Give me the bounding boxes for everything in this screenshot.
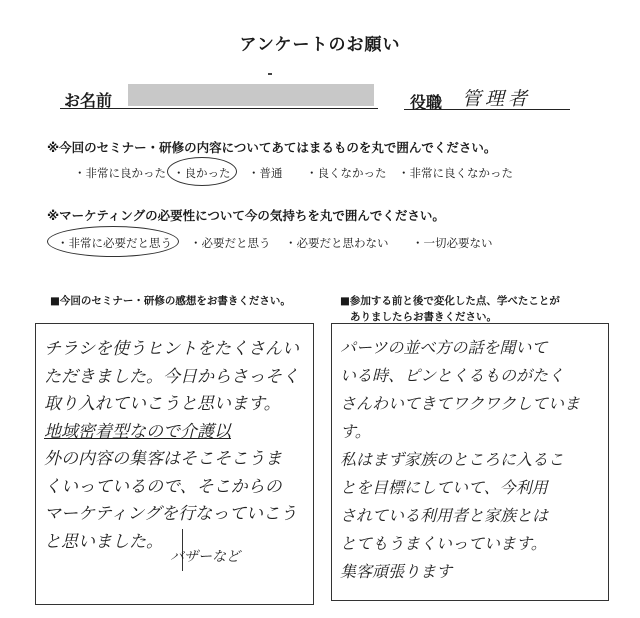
impressions-line: 取り入れていこうと思います。 bbox=[44, 394, 281, 414]
q2-option-never-necessary: ・一切必要ない bbox=[412, 236, 493, 250]
pen-mark bbox=[268, 73, 272, 75]
impressions-annotation: バザーなど bbox=[170, 549, 240, 565]
impressions-line: マーケティングを行なっていこう bbox=[44, 504, 297, 524]
q2-option-not-necessary: ・必要だと思わない bbox=[285, 236, 389, 250]
question-1: ※今回のセミナー・研修の内容についてあてはまるものを丸で囲んでください。 bbox=[47, 140, 497, 155]
q2-selected-circle bbox=[47, 226, 179, 257]
role-handwritten-value: 管理者 bbox=[462, 88, 532, 110]
changes-handwriting bbox=[340, 334, 580, 586]
impressions-line: チラシを使うヒントをたくさんい bbox=[44, 339, 299, 359]
q1-option-average: ・普通 bbox=[248, 166, 283, 180]
q1-option-very-good: ・非常に良かった bbox=[74, 166, 166, 180]
impressions-title: ■今回のセミナー・研修の感想をお書きください。 bbox=[50, 295, 291, 307]
q2-option-necessary: ・必要だと思う bbox=[190, 236, 271, 250]
changes-line: パーツの並べ方の話を聞いて bbox=[340, 338, 548, 357]
impressions-line: と思いました。 bbox=[44, 531, 163, 552]
q1-option-very-bad: ・非常に良くなかった bbox=[398, 166, 513, 180]
changes-title-line-2: ありましたらお書きください。 bbox=[350, 311, 497, 323]
name-label: お名前 bbox=[64, 91, 113, 110]
changes-line: とてもうまくいっています。 bbox=[340, 534, 547, 553]
impressions-line: くいっているので、そこからの bbox=[44, 476, 282, 497]
form-title: アンケートのお願い bbox=[239, 35, 401, 55]
role-underline bbox=[404, 109, 570, 110]
impressions-handwriting bbox=[44, 336, 299, 556]
impressions-line: 外の内容の集客はそこそこうま bbox=[44, 449, 282, 469]
impressions-line: 地域密着型なので介護以 bbox=[44, 421, 231, 442]
changes-line: 集客頑張ります bbox=[340, 562, 453, 581]
changes-box bbox=[331, 323, 609, 601]
changes-line: 私はまず家族のところに入るこ bbox=[340, 450, 565, 469]
changes-line: いる時、ピンとくるものがたく bbox=[340, 366, 565, 385]
changes-line: とを目標にしていて、今利用 bbox=[340, 478, 548, 497]
changes-line: されている利用者と家族とは bbox=[340, 506, 549, 525]
changes-line: さんわいてきてワクワクしていま bbox=[340, 394, 581, 413]
impressions-box bbox=[35, 323, 314, 605]
role-label: 役職 bbox=[410, 93, 443, 112]
changes-title-line-1: ■参加する前と後で変化した点、学べたことが bbox=[340, 295, 560, 307]
question-2: ※マーケティングの必要性について今の気持ちを丸で囲んでください。 bbox=[47, 208, 445, 223]
q1-option-not-good: ・良くなかった bbox=[306, 166, 387, 180]
impressions-line: ただきました。今日からさっそく bbox=[44, 366, 299, 387]
changes-line: す。 bbox=[340, 422, 371, 441]
q1-option-good: ・良かった bbox=[173, 166, 231, 180]
q1-selected-circle bbox=[167, 157, 237, 186]
q2-option-very-necessary: ・非常に必要だと思う bbox=[57, 236, 172, 250]
name-redaction bbox=[128, 84, 374, 106]
name-underline bbox=[60, 108, 378, 109]
